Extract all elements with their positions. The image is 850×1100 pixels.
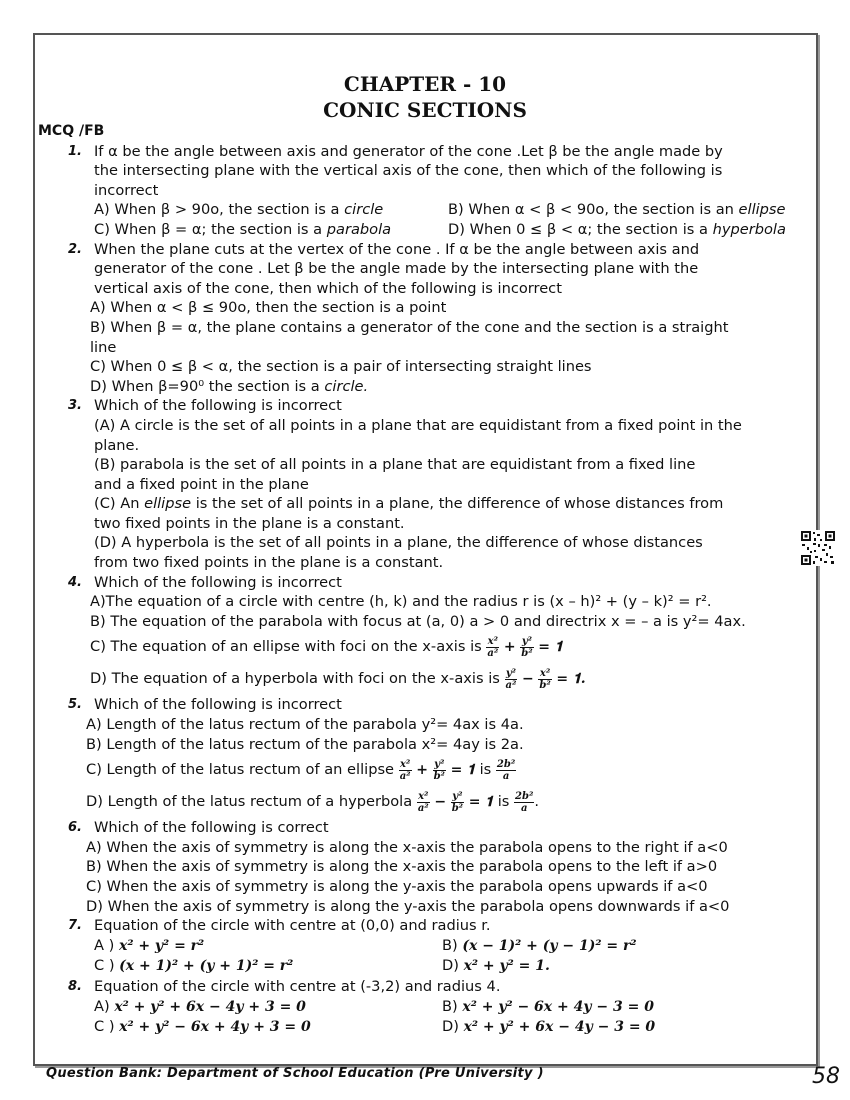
question-7 [38, 916, 818, 936]
numerator: x² [399, 758, 411, 770]
option-c-rest: is the set of all points in a plane, the difference of whose distances from [191, 495, 724, 513]
option-c: (C) An [94, 495, 145, 513]
question-number: 7. [68, 918, 82, 934]
option-d: D) Length of the latus rectum of a hyperbola [86, 793, 413, 811]
question-6 [38, 818, 818, 838]
footer-text: Question Bank: Department of School Education (Pre University ) [46, 1066, 544, 1081]
option-a: A)The equation of a circle with centre (h, k) and the radius r is (x – h)² + (y – k)² = r². [90, 593, 712, 611]
option-d-eq: x² + y² + 6x − 4y − 3 = 0 [463, 1019, 656, 1036]
option-c-term: parabola [326, 220, 392, 238]
option-a: A) When β > 90o, the section is a [94, 201, 345, 219]
question-content [38, 122, 818, 1038]
option-b-term: ellipse [738, 201, 786, 219]
numerator: y² [505, 667, 517, 679]
period: . [534, 793, 540, 811]
fraction [514, 791, 534, 814]
option-b: (B) parabola is the set of all points in a plane that are equidistant from a fixed line [94, 456, 696, 474]
option-d: D) The equation of a hyperbola with foci on the x-axis is [90, 670, 500, 688]
fraction [486, 636, 499, 659]
question-number: 1. [68, 143, 82, 159]
option-d-eq: x² + y² = 1. [463, 958, 550, 975]
qr-code-icon [800, 530, 836, 566]
denominator: b² [451, 802, 464, 814]
option-d: D) When β=90⁰ the section is a [90, 377, 325, 395]
equals-one: = 𝟏 [450, 762, 475, 779]
denominator: a² [487, 647, 499, 659]
option-c-row [38, 754, 818, 786]
option-c: C) When the axis of symmetry is along the y-axis the parabola opens upwards if a<0 [86, 878, 708, 895]
option-b: B) The equation of the parabola with focus at (a, 0) a > 0 and directrix x = – a is y²= 4ax. [90, 612, 746, 630]
denominator: a² [505, 679, 517, 691]
option-b: B) [442, 936, 458, 954]
denominator: a [502, 770, 510, 782]
page-number: 58 [812, 1064, 840, 1089]
fraction [505, 668, 518, 691]
denominator: a² [399, 770, 411, 782]
option-d: D) When 0 ≤ β < α; the section is a [448, 220, 713, 238]
option-c-term: ellipse [144, 495, 192, 513]
option-a: A ) [94, 936, 115, 954]
option-b: B) When the axis of symmetry is along the x-axis the parabola opens to the left if a>0 [86, 858, 718, 876]
option-d-term: circle. [324, 377, 369, 395]
option-d-term: hyperbola [712, 220, 786, 238]
fraction [496, 759, 516, 782]
question-text: incorrect [94, 181, 159, 199]
question-4 [38, 573, 818, 593]
is-word: is [497, 793, 510, 811]
option-b: B) Length of the latus rectum of the parabola x²= 4ay is 2a. [86, 735, 524, 753]
option-d: (D) A hyperbola is the set of all points in a plane, the difference of whose distances [94, 534, 703, 552]
denominator: a² [417, 802, 429, 814]
option-a: A) When the axis of symmetry is along the x-axis the parabola opens to the right if a<0 [86, 838, 728, 856]
option-b-cont: line [90, 338, 117, 356]
option-c: C) When 0 ≤ β < α, the section is a pair of intersecting straight lines [90, 358, 592, 376]
question-3 [38, 396, 818, 416]
question-text: Which of the following is correct [94, 819, 329, 837]
question-number: 4. [68, 574, 82, 590]
option-d-row [38, 663, 818, 695]
option-b: B) [442, 997, 458, 1015]
question-2 [38, 240, 818, 299]
chapter-title: CONIC SECTIONS [323, 98, 527, 122]
option-b-eq: (x − 1)² + (y − 1)² = r² [462, 937, 637, 954]
options-row [38, 997, 818, 1018]
fraction [433, 759, 446, 782]
option-a-eq: x² + y² + 6x − 4y + 3 = 0 [114, 998, 306, 1015]
section-heading: MCQ /FB [38, 123, 105, 139]
numerator: y² [521, 635, 533, 647]
question-text: If α be the angle between axis and generator of the cone .Let β be the angle made by [94, 142, 723, 160]
option-c: C) The equation of an ellipse with foci on the x-axis is [90, 638, 482, 656]
chapter-number: CHAPTER - 10 [343, 72, 507, 96]
operator: + [503, 639, 516, 656]
numerator: x² [539, 667, 551, 679]
denominator: b² [521, 647, 533, 659]
operator: − [522, 671, 534, 688]
question-number: 5. [68, 697, 82, 713]
is-word: is [479, 761, 492, 779]
option-b-eq: x² + y² − 6x + 4y − 3 = 0 [462, 998, 654, 1015]
numerator: x² [487, 635, 498, 647]
options-row [38, 220, 818, 240]
fraction [399, 759, 412, 782]
denominator: b² [433, 770, 445, 782]
question-text: Which of the following is incorrect [94, 397, 342, 415]
question-text: generator of the cone . Let β be the angle made by the intersecting plane with the [94, 260, 699, 278]
fraction [417, 791, 430, 814]
equals-one: = 𝟏 [468, 794, 494, 811]
fraction [520, 636, 533, 659]
option-a: A) When α < β ≤ 90o, then the section is a point [90, 299, 447, 317]
option-c-eq: (x + 1)² + (y + 1)² = r² [119, 958, 294, 975]
question-number: 6. [68, 820, 82, 836]
option-a: (A) A circle is the set of all points in a plane that are equidistant from a fixed point in the [94, 416, 742, 434]
question-5 [38, 695, 818, 715]
option-d: D) [442, 1018, 459, 1036]
question-text: Equation of the circle with centre at (0,0) and radius r. [94, 917, 491, 935]
option-c-cont: two fixed points in the plane is a constant. [94, 514, 405, 532]
question-number: 8. [68, 978, 82, 994]
equals-one: = 𝟏. [556, 671, 586, 688]
option-d: D) [442, 957, 459, 975]
question-number: 3. [68, 398, 82, 414]
option-a: A) Length of the latus rectum of the parabola y²= 4ax is 4a. [86, 716, 524, 734]
numerator: y² [452, 790, 463, 802]
question-text: the intersecting plane with the vertical axis of the cone, then which of the following is [94, 162, 723, 180]
operator: − [434, 794, 447, 811]
option-c: C ) [94, 957, 115, 975]
option-b: B) When α < β < 90o, the section is an [448, 201, 739, 219]
question-text: vertical axis of the cone, then which of the following is incorrect [94, 279, 562, 297]
option-a-eq: x² + y² = r² [118, 937, 205, 954]
option-c-row [38, 631, 818, 663]
denominator: b² [539, 679, 551, 691]
option-c-eq: x² + y² − 6x + 4y + 3 = 0 [119, 1019, 311, 1036]
option-a-term: circle [344, 201, 384, 219]
option-d-row [38, 786, 818, 818]
option-c: C ) [94, 1018, 115, 1036]
option-c: C) Length of the latus rectum of an ellipse [86, 761, 395, 779]
operator: + [416, 762, 428, 779]
question-text: Equation of the circle with centre at (-3,2) and radius 4. [94, 977, 501, 995]
option-a: A) [94, 997, 110, 1015]
option-b: B) When β = α, the plane contains a generator of the cone and the section is a straight [90, 318, 729, 336]
numerator: 2b² [496, 758, 516, 770]
question-8 [38, 977, 818, 997]
question-text: Which of the following is incorrect [94, 696, 342, 714]
options-row [38, 200, 818, 220]
option-d: D) When the axis of symmetry is along the y-axis the parabola opens downwards if a<0 [86, 897, 730, 915]
option-a-cont: plane. [94, 436, 140, 454]
fraction [538, 668, 551, 691]
options-row [38, 956, 818, 977]
options-row [38, 1017, 818, 1038]
option-d-cont: from two fixed points in the plane is a constant. [94, 554, 444, 572]
option-b-cont: and a fixed point in the plane [94, 475, 309, 493]
equals-one: = 𝟏 [538, 639, 563, 656]
numerator: 2b² [515, 790, 534, 802]
question-number: 2. [68, 241, 82, 257]
numerator: x² [418, 790, 429, 802]
fraction [451, 791, 464, 814]
question-text: When the plane cuts at the vertex of the cone . If α be the angle between axis and [94, 240, 700, 258]
options-row [38, 936, 818, 957]
question-text: Which of the following is incorrect [94, 573, 342, 591]
denominator: a [520, 802, 528, 814]
option-c: C) When β = α; the section is a [94, 220, 327, 238]
question-1 [38, 142, 818, 201]
numerator: y² [434, 758, 445, 770]
